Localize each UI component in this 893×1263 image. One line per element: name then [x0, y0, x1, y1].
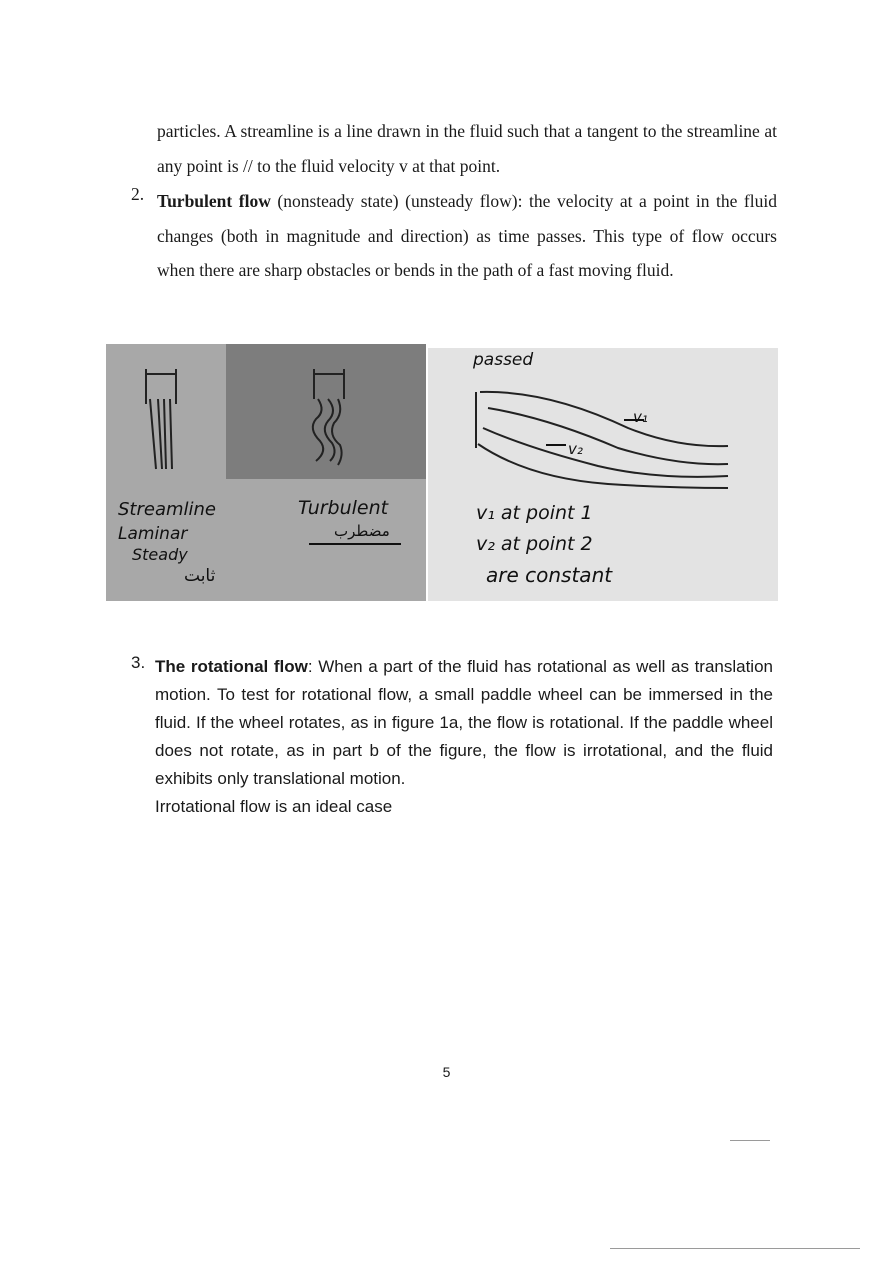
laminar-label: Laminar [118, 524, 188, 544]
item2-number: 2. [131, 184, 145, 204]
streamline-turbulent-photo [106, 344, 426, 601]
turbulent-flow-paragraph [157, 184, 777, 288]
v1-at-point-label: v₁ at point 1 [476, 502, 593, 524]
flow-figure [106, 344, 778, 601]
rotational-flow-paragraph [155, 653, 773, 821]
v1-label: v₁ [633, 408, 648, 426]
rotational-flow-term: The rotational flow [155, 657, 308, 676]
streamline-definition-paragraph [157, 114, 777, 183]
scan-mark [730, 1140, 770, 1141]
arabic-steady-label: ثابت [184, 566, 216, 586]
arabic-turbulent-label: مضطرب [334, 522, 390, 540]
pipe-streamlines-sketch [428, 348, 778, 601]
turbulent-flow-term: Turbulent flow [157, 191, 271, 211]
page-number: 5 [442, 1064, 451, 1080]
turbulent-flow-text: (nonsteady state) (unsteady flow): the velocity at a point in the fluid changes (both in magnitude and direction) as time passes. This type of flow occurs when there are sharp obstacles or bends in the path of a fast moving fluid. [157, 191, 777, 280]
item3-number: 3. [131, 653, 146, 672]
rotational-flow-text-line1: : When a part of the fluid has rotational as well as [307, 657, 689, 676]
rotational-flow-last-line: Irrotational flow is an ideal case [155, 797, 393, 816]
v2-label: v₂ [568, 440, 583, 458]
turbulent-label: Turbulent [298, 497, 389, 519]
rotational-flow-text: translation motion. To test for rotational flow, a small paddle wheel can be immersed in the fluid. If the wheel rotates, as in figure 1a, the flow is rotational. If the paddle wheel does not rotate, as in part b of the figure, the flow is irrotational, and the fluid exhibits only translational motion. [155, 657, 773, 788]
streamline-label: Streamline [118, 499, 217, 520]
top-handwritten-label: passed [473, 350, 534, 370]
v2-at-point-label: v₂ at point 2 [476, 533, 593, 555]
constant-label: are constant [486, 563, 613, 587]
steady-label: Steady [132, 545, 188, 564]
scan-mark [610, 1248, 860, 1249]
continuation-text: particles. A streamline is a line drawn in the fluid such that a tangent to the streamline at any point is // to the fluid velocity v at that point. [157, 121, 777, 176]
